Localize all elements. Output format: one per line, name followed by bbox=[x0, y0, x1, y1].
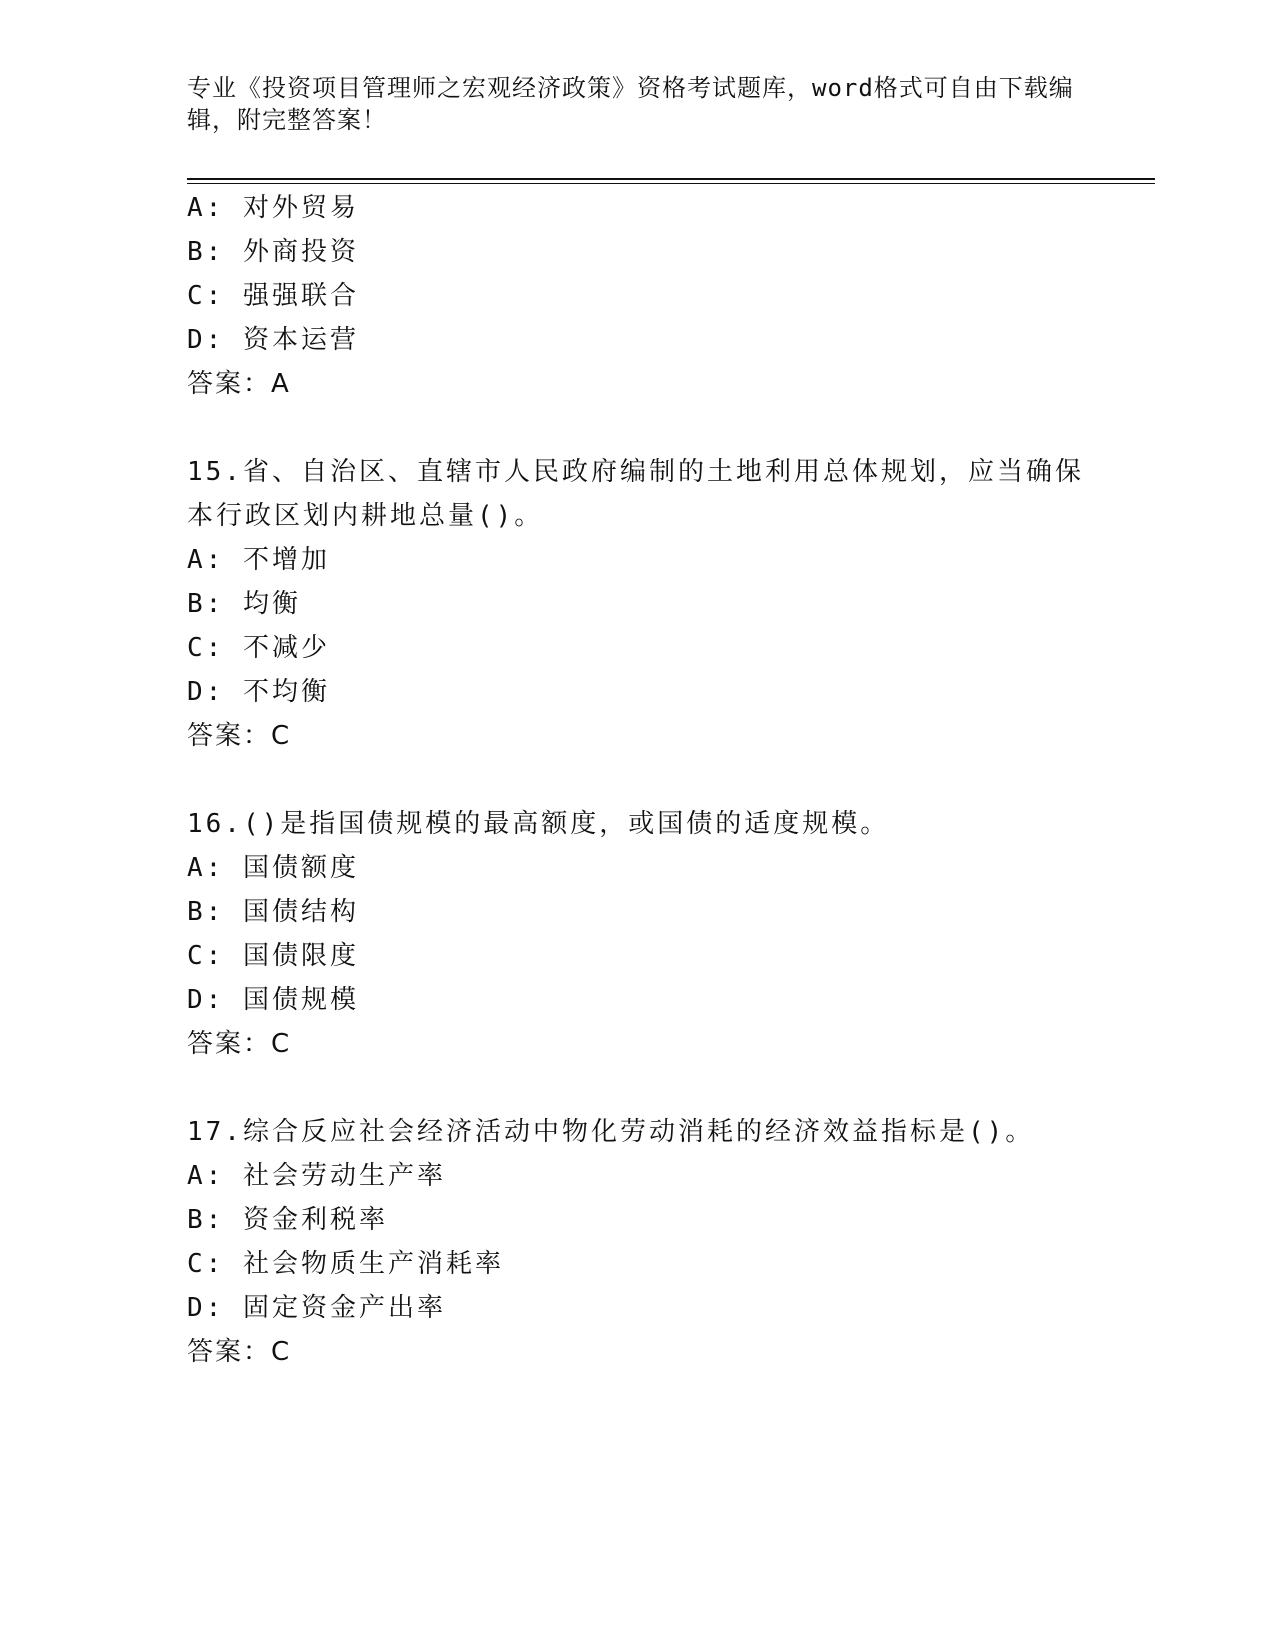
question-15-stem-cont: 本行政区划内耕地总量()。 bbox=[187, 501, 544, 531]
question-15-stem: 15.省、自治区、直辖市人民政府编制的土地利用总体规划，应当确保 bbox=[187, 457, 1084, 487]
header-divider bbox=[187, 178, 1155, 184]
question-16-answer: 答案：C bbox=[187, 1029, 292, 1059]
question-17-answer: 答案：C bbox=[187, 1337, 292, 1367]
question-16-option-b: B: 国债结构 bbox=[187, 897, 359, 927]
question-15-option-a: A: 不增加 bbox=[187, 545, 330, 575]
document-header: 专业《投资项目管理师之宏观经济政策》资格考试题库，word格式可自由下载编辑，附完整答案！ bbox=[187, 74, 1074, 134]
question-17-option-a: A: 社会劳动生产率 bbox=[187, 1161, 446, 1191]
question-15-answer: 答案：C bbox=[187, 721, 292, 751]
question-17-option-c: C: 社会物质生产消耗率 bbox=[187, 1249, 504, 1279]
option-c: C: 强强联合 bbox=[187, 281, 359, 311]
question-16-option-d: D: 国债规模 bbox=[187, 985, 359, 1015]
answer-label: 答案：A bbox=[187, 369, 291, 399]
question-17-option-d: D: 固定资金产出率 bbox=[187, 1293, 446, 1323]
option-a: A: 对外贸易 bbox=[187, 193, 359, 223]
question-17-option-b: B: 资金利税率 bbox=[187, 1205, 388, 1235]
question-15-option-c: C: 不减少 bbox=[187, 633, 330, 663]
question-16-stem: 16.()是指国债规模的最高额度，或国债的适度规模。 bbox=[187, 809, 890, 839]
question-15-option-d: D: 不均衡 bbox=[187, 677, 330, 707]
question-16-option-c: C: 国债限度 bbox=[187, 941, 359, 971]
question-15-option-b: B: 均衡 bbox=[187, 589, 301, 619]
question-17-stem: 17.综合反应社会经济活动中物化劳动消耗的经济效益指标是()。 bbox=[187, 1117, 1035, 1147]
option-d: D: 资本运营 bbox=[187, 325, 359, 355]
question-16-option-a: A: 国债额度 bbox=[187, 853, 359, 883]
option-b: B: 外商投资 bbox=[187, 237, 359, 267]
